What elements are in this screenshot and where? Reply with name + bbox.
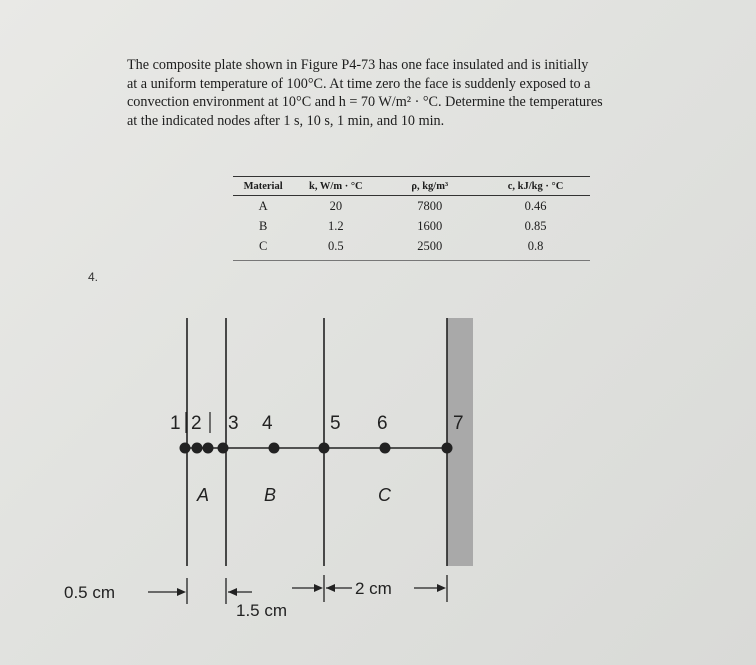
arrowhead	[437, 584, 446, 592]
node-dot	[192, 443, 203, 454]
dimension-label: 0.5 cm	[64, 583, 116, 602]
node-dot	[380, 443, 391, 454]
table-cell: C	[233, 236, 293, 261]
header-conductivity: k, W/m · °C	[293, 177, 378, 196]
table-cell: 0.85	[524, 218, 547, 233]
table-cell: 2500	[378, 236, 481, 261]
dimension-label: 2 cm	[355, 579, 392, 598]
node-label: 3	[228, 413, 239, 434]
node-label: 7	[453, 413, 464, 434]
node-label: 2	[191, 413, 202, 434]
node-dot	[442, 443, 453, 454]
arrowhead	[314, 584, 323, 592]
table-cell: 0.46	[524, 198, 547, 213]
table-cell: 1.2	[328, 218, 344, 233]
node-dot	[269, 443, 280, 454]
problem-line: at a uniform temperature of 100°C. At time zero the face is suddenly exposed to a	[127, 75, 591, 92]
node-dot	[180, 443, 191, 454]
convection-face	[447, 318, 473, 566]
node-label: 1	[170, 413, 181, 434]
table-cell: 7800	[417, 198, 443, 213]
region-label: A	[197, 485, 210, 505]
node-dot	[218, 443, 229, 454]
node-label: 4	[262, 413, 273, 434]
node-dot	[203, 443, 214, 454]
header-material: Material	[233, 177, 293, 196]
header-density: ρ, kg/m³	[378, 177, 481, 196]
region-label: C	[378, 485, 391, 505]
table-cell: 0.8	[481, 236, 590, 261]
problem-line: convection environment at 10°C and h = 70 W/m² · °C. Determine the temperatures	[127, 94, 603, 111]
dimension-label: 1.5 cm	[236, 601, 288, 620]
table-cell: 0.5	[293, 236, 378, 261]
arrowhead	[177, 588, 186, 596]
table-cell: A	[258, 198, 268, 213]
question-number: 4.	[88, 270, 99, 284]
region-label: B	[264, 485, 277, 505]
problem-line: The composite plate shown in Figure P4-73 has one face insulated and is initially	[127, 57, 589, 73]
problem-line: at the indicated nodes after 1 s, 10 s, 1 min, and 10 min.	[127, 112, 445, 129]
node-dot	[319, 443, 330, 454]
table-cell: 1600	[417, 218, 443, 233]
node-label: 5	[330, 413, 341, 434]
header-specific-heat: c, kJ/kg · °C	[481, 177, 590, 196]
table-cell: 20	[329, 198, 343, 213]
table-cell: B	[258, 218, 268, 233]
node-label: 6	[377, 413, 388, 434]
